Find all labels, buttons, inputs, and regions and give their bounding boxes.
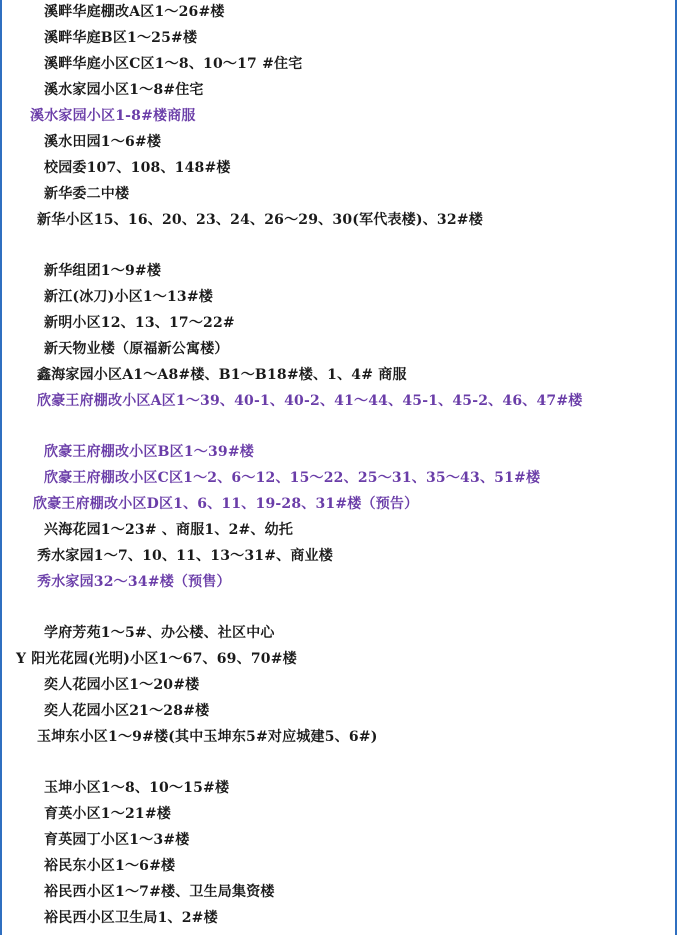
list-item: 新天物业楼（原福新公寓楼） (44, 341, 229, 357)
list-item: 育英园丁小区1～3#楼 (44, 832, 190, 848)
list-item: 育英小区1～21#楼 (44, 806, 171, 822)
list-item: 新江(冰刀)小区1～13#楼 (44, 289, 214, 305)
list-item: 欣豪王府棚改小区A区1～39、40-1、40-2、41～44、45-1、45-2、46、47#楼 (37, 393, 583, 409)
list-item: 学府芳苑1～5#、办公楼、社区中心 (44, 625, 275, 641)
list-item: 欣豪王府棚改小区B区1～39#楼 (44, 444, 254, 460)
list-item: 秀水家园32～34#楼（预售） (37, 574, 231, 590)
list-item: 奕人花园小区1～20#楼 (44, 677, 200, 693)
list-item: 溪畔华庭B区1～25#楼 (44, 30, 198, 46)
list-item: 新华委二中楼 (44, 186, 130, 202)
list-item: 新明小区12、13、17～22# (44, 315, 235, 331)
list-item: 校园委107、108、148#楼 (44, 160, 231, 176)
list-item: 玉坤东小区1～9#楼(其中玉坤东5#对应城建5、6#) (37, 729, 378, 745)
list-item: Y 阳光花园(光明)小区1～67、69、70#楼 (16, 651, 297, 667)
list-item: 裕民西小区1～7#楼、卫生局集资楼 (44, 884, 275, 900)
list-item: 玉坤小区1～8、10～15#楼 (44, 780, 230, 796)
list-item: 兴海花园1～23# 、商服1、2#、幼托 (44, 522, 294, 538)
list-item: 溪水家园小区1～8#住宅 (44, 82, 204, 98)
list-item: 裕民西小区卫生局1、2#楼 (44, 910, 218, 926)
list-item: 裕民东小区1～6#楼 (44, 858, 176, 874)
list-item: 新华组团1～9#楼 (44, 263, 162, 279)
list-item: 溪畔华庭小区C区1～8、10～17 #住宅 (44, 56, 303, 72)
list-item: 溪水田园1～6#楼 (44, 134, 162, 150)
list-item: 奕人花园小区21～28#楼 (44, 703, 210, 719)
list-item: 秀水家园1～7、10、11、13～31#、商业楼 (37, 548, 333, 564)
list-item: 鑫海家园小区A1～A8#楼、B1～B18#楼、1、4# 商服 (37, 367, 407, 383)
list-item: 新华小区15、16、20、23、24、26～29、30(军代表楼)、32#楼 (37, 212, 483, 228)
list-item: 溪水家园小区1-8#楼商服 (30, 108, 196, 124)
list-item: 溪畔华庭棚改A区1～26#楼 (44, 4, 225, 20)
list-item: 欣豪王府棚改小区D区1、6、11、19-28、31#楼（预告） (33, 496, 419, 512)
list-item: 欣豪王府棚改小区C区1～2、6～12、15～22、25～31、35～43、51#楼 (44, 470, 541, 486)
